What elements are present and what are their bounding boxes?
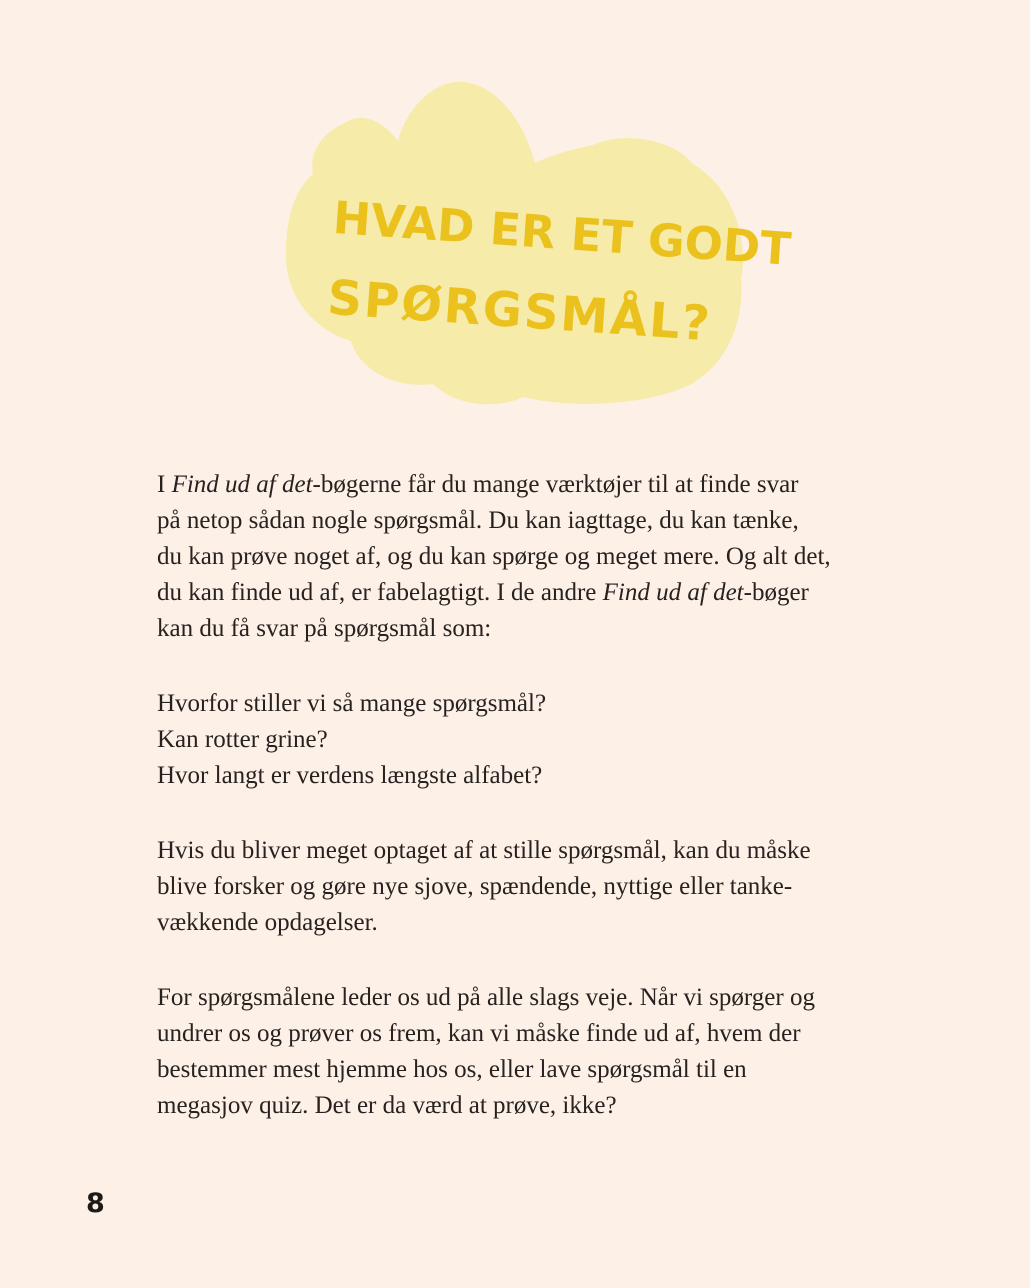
question-line: Hvorfor stiller vi så mange spørgsmål? <box>157 690 547 717</box>
page-number: 8 <box>86 1188 105 1219</box>
book-series-title: Find ud af det <box>171 471 313 498</box>
text-line: du kan prøve noget af, og du kan spørge og meget mere. Og alt det, <box>157 543 831 570</box>
text-line: kan du få svar på spørgsmål som: <box>157 615 492 642</box>
paragraph-intro <box>157 467 892 647</box>
text-segment: du kan finde ud af, er fabelagtigt. I de andre <box>157 579 603 606</box>
paragraph-questions <box>157 686 892 794</box>
text-line <box>157 467 892 503</box>
paragraph-forsker <box>157 833 892 941</box>
text-line: undrer os og prøver os frem, kan vi måske finde ud af, hvem der <box>157 1020 801 1047</box>
text-line: For spørgsmålene leder os ud på alle slags veje. Når vi spørger og <box>157 984 815 1011</box>
body-text <box>157 467 892 1124</box>
text-line: blive forsker og gøre nye sjove, spændende, nyttige eller tanke- <box>157 873 793 900</box>
question-line: Kan rotter grine? <box>157 726 328 753</box>
page-title-line1: HVAD ER ET GODT <box>331 190 793 276</box>
paragraph-veje <box>157 980 892 1124</box>
text-line: megasjov quiz. Det er da værd at prøve, ikke? <box>157 1092 617 1119</box>
text-line: Hvis du bliver meget optaget af at stille spørgsmål, kan du måske <box>157 837 811 864</box>
page-title <box>325 178 794 370</box>
text-segment: -bøgerne får du mange værktøjer til at finde svar <box>312 471 799 498</box>
page-title-line2: SPØRGSMÅL? <box>325 269 714 353</box>
text-line <box>157 575 892 611</box>
text-segment: -bøger <box>743 579 809 606</box>
text-line: på netop sådan nogle spørgsmål. Du kan iagttage, du kan tænke, <box>157 507 799 534</box>
text-segment: I <box>157 471 172 498</box>
text-line: vækkende opdagelser. <box>157 909 378 936</box>
text-line: bestemmer mest hjemme hos os, eller lave spørgsmål til en <box>157 1056 747 1083</box>
book-series-title: Find ud af det <box>602 579 744 606</box>
question-line: Hvor langt er verdens længste alfabet? <box>157 762 543 789</box>
